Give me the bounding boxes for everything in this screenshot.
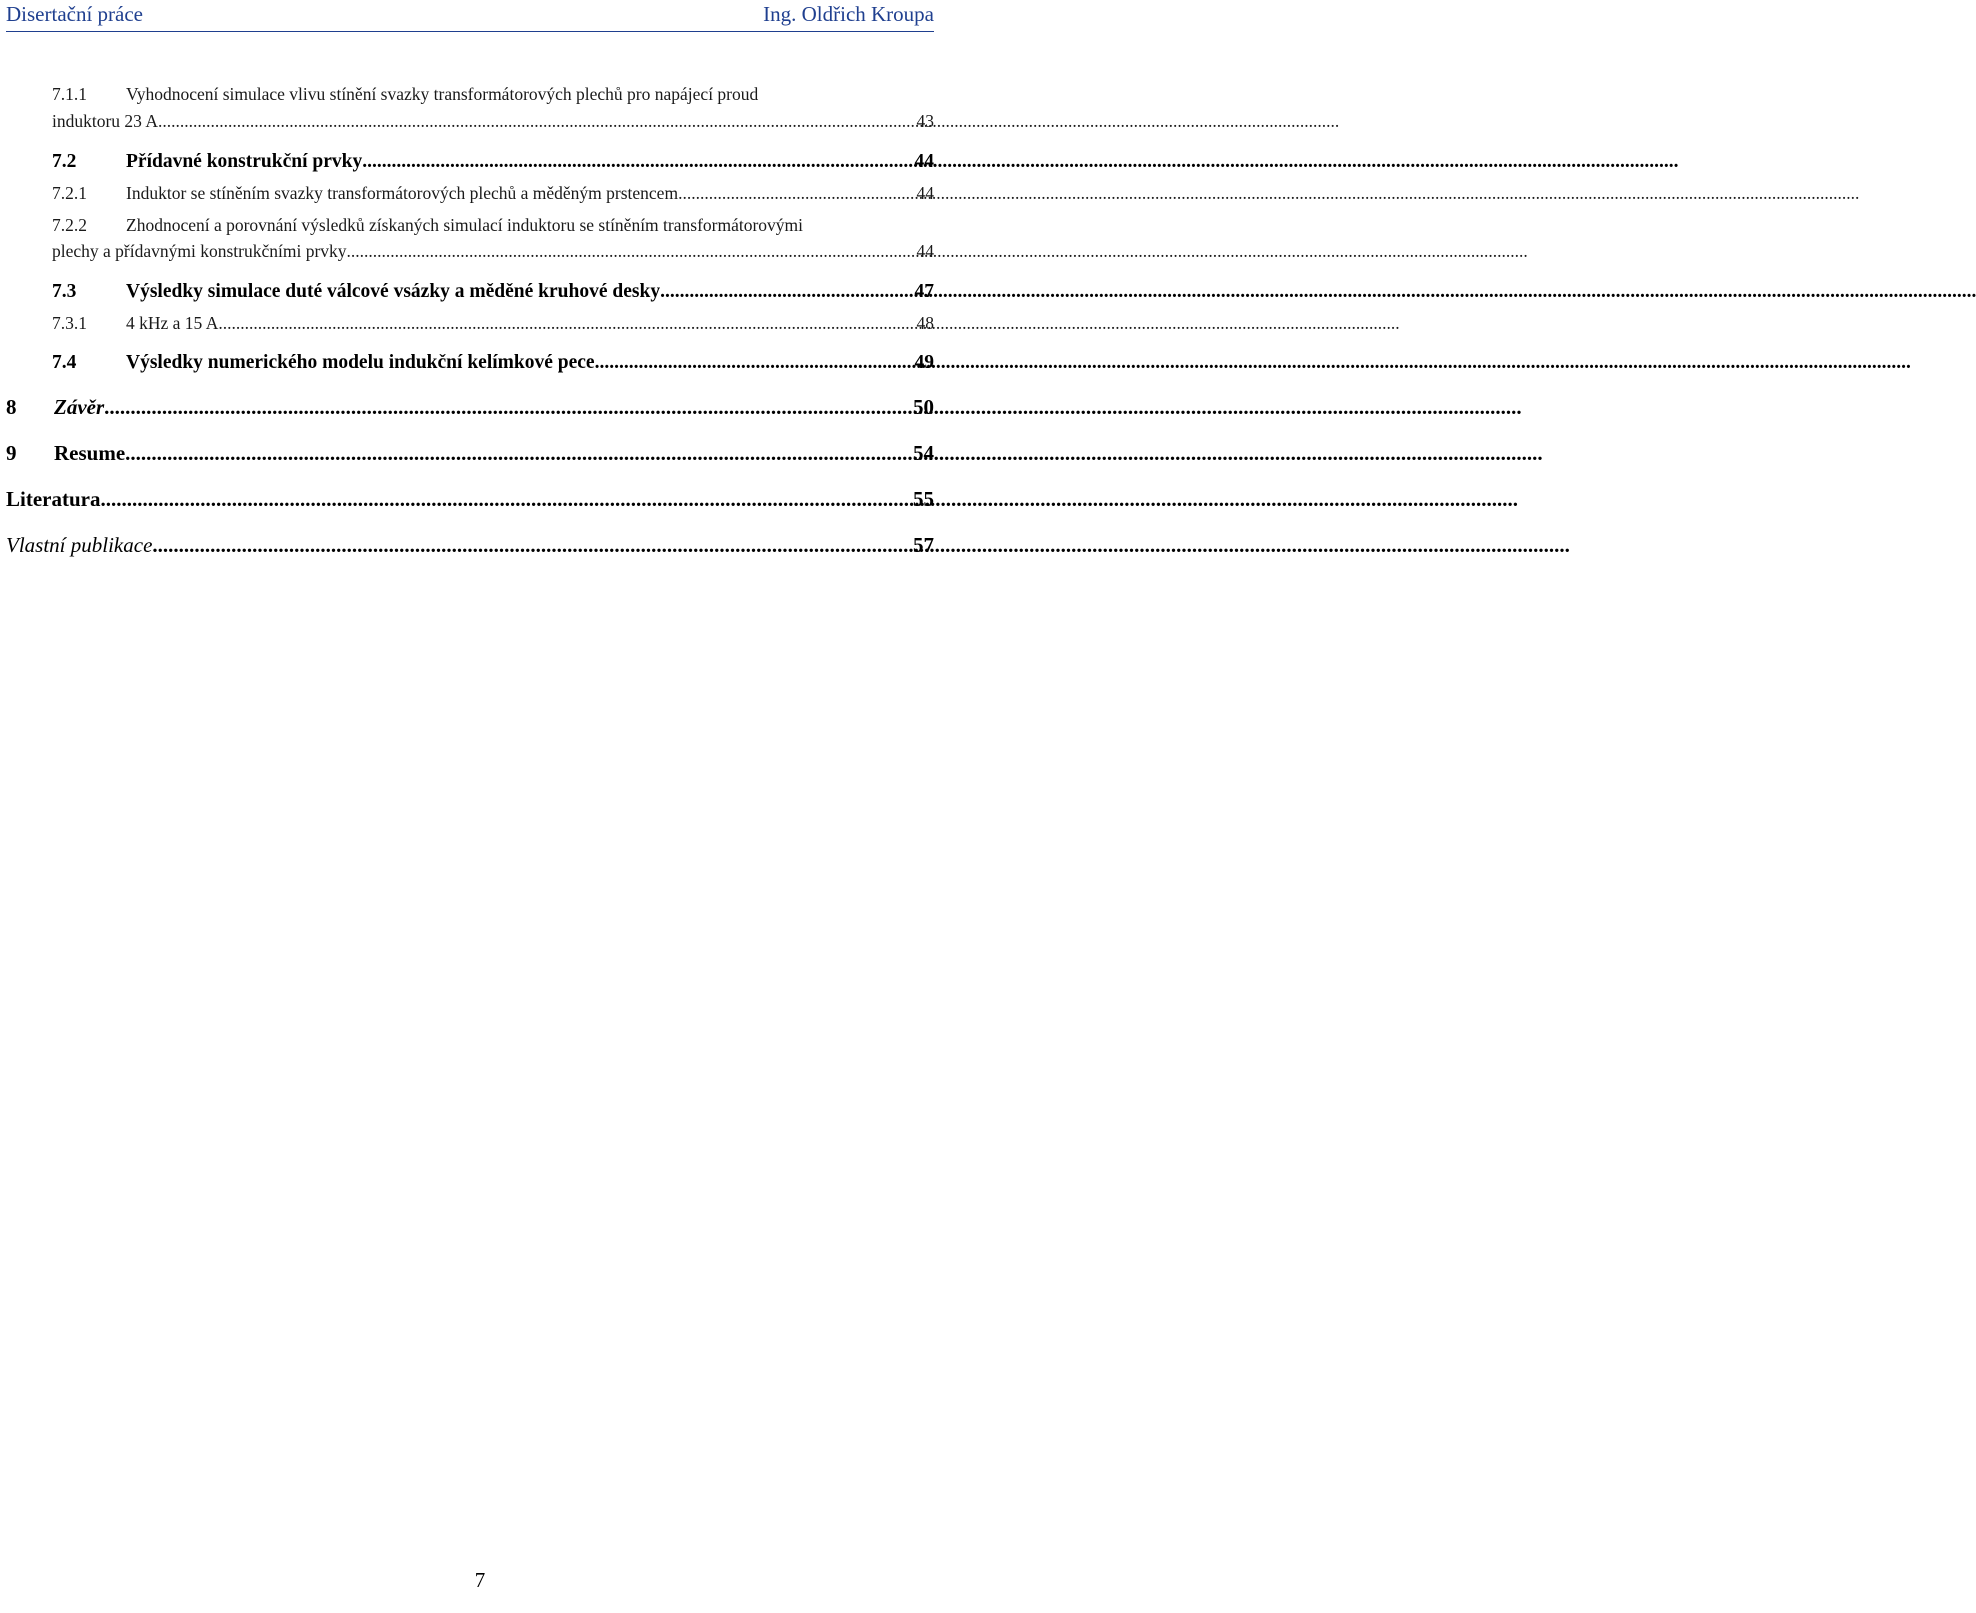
toc-title: Literatura: [6, 487, 101, 511]
toc-entry-8[interactable]: [6, 395, 934, 420]
toc-entry-7-2[interactable]: [52, 151, 934, 173]
toc-title: Induktor se stíněním svazky transformátorových plechů a měděným prstencem: [126, 183, 679, 203]
toc-entry-7-1-1-line2[interactable]: [52, 111, 934, 132]
toc-title-continued: induktoru 23 A: [52, 111, 158, 131]
toc-page-number: 44: [916, 183, 934, 203]
toc-leader-dots: [104, 395, 910, 420]
toc-page-number: 48: [916, 313, 934, 333]
toc-page-number: 49: [914, 352, 934, 373]
toc-page-number: 47: [914, 281, 934, 302]
toc-entry-7-2-1[interactable]: [52, 183, 934, 204]
toc-page-number: 57: [913, 533, 934, 557]
toc-page-number: 50: [913, 395, 934, 419]
toc-page-number: 54: [913, 441, 934, 465]
toc-title: Zhodnocení a porovnání výsledků získaných simulací induktoru se stíněním transformátorovými: [126, 215, 804, 235]
toc-number: 7.2: [52, 151, 77, 172]
toc-leader-dots: [678, 183, 913, 204]
header-rule: [6, 31, 934, 32]
toc-page-number: 44: [914, 151, 934, 172]
toc-number: 7.3: [52, 281, 77, 302]
toc-number: 9: [6, 441, 17, 465]
toc-leader-dots: [125, 441, 910, 466]
toc-title: Výsledky simulace duté válcové vsázky a měděné kruhové desky: [126, 281, 661, 302]
toc-number: 7.3.1: [52, 313, 87, 333]
toc-title: 4 kHz a 15 A: [126, 313, 219, 333]
toc-leader-dots: [100, 487, 910, 512]
toc-title: Výsledky numerického modelu indukční kelímkové pece: [126, 352, 595, 373]
toc-entry-literatura[interactable]: [6, 487, 934, 512]
toc-leader-dots: [158, 111, 914, 132]
toc-title: Přídavné konstrukční prvky: [126, 151, 363, 172]
toc-entry-7-4[interactable]: [52, 352, 934, 374]
toc-number: 7.2.1: [52, 183, 87, 203]
toc-title-continued: plechy a přídavnými konstrukčními prvky: [52, 241, 347, 261]
toc-number: 7.1.1: [52, 84, 87, 104]
toc-entry-7-1-1-line1[interactable]: [52, 84, 758, 105]
header-right-author: Ing. Oldřich Kroupa: [763, 2, 934, 26]
page-number: 7: [474, 1568, 486, 1592]
toc-leader-dots: [595, 352, 912, 374]
header-left-title: Disertační práce: [6, 2, 144, 26]
toc-page-number: 44: [916, 241, 934, 261]
toc-leader-dots: [660, 281, 911, 303]
toc-page-number: 55: [913, 487, 934, 511]
toc-title: Závěr: [54, 395, 105, 419]
toc-leader-dots: [152, 533, 910, 558]
toc-title: Vyhodnocení simulace vlivu stínění svazky transformátorových plechů pro napájecí proud: [126, 84, 759, 104]
toc-entry-9[interactable]: [6, 441, 934, 466]
toc-page-number: 43: [916, 111, 934, 131]
toc-number: 7.2.2: [52, 215, 87, 235]
toc-leader-dots: [347, 241, 914, 262]
running-header: [6, 2, 934, 30]
toc-entry-7-3-1[interactable]: [52, 313, 934, 334]
toc-leader-dots: [218, 313, 913, 334]
toc-title: Vlastní publikace: [6, 533, 153, 557]
toc-number: 8: [6, 395, 17, 419]
toc-leader-dots: [362, 151, 911, 173]
toc-entry-vlastni-publikace[interactable]: [6, 533, 934, 558]
toc-entry-7-2-2-line2[interactable]: [52, 241, 934, 262]
toc-entry-7-3[interactable]: [52, 281, 934, 303]
toc-number: 7.4: [52, 352, 77, 373]
toc-entry-7-2-2-line1[interactable]: [52, 215, 803, 236]
toc-title: Resume: [54, 441, 126, 465]
